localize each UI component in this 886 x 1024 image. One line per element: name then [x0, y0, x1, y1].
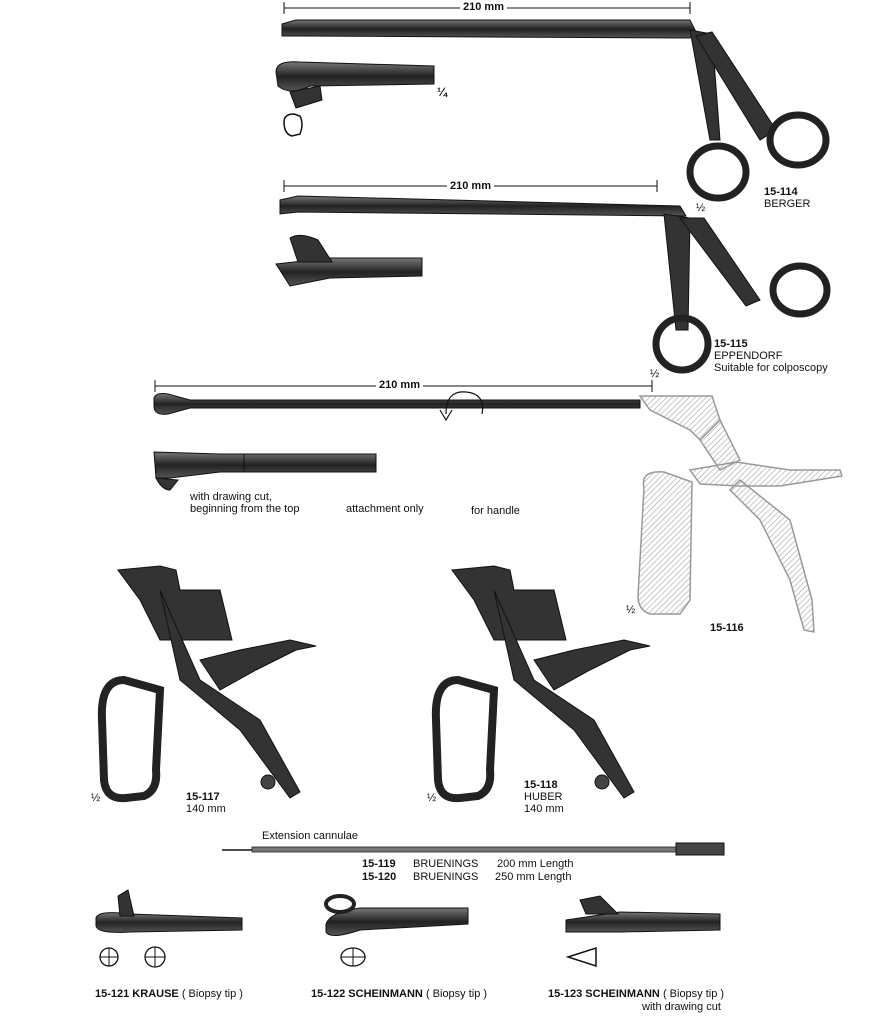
- product-type-15-123: ( Biopsy tip ): [662, 988, 725, 1000]
- product-name-15-114: BERGER: [764, 198, 811, 210]
- product-name-15-119: BRUENINGS: [413, 858, 479, 870]
- product-code-15-122: 15-122 SCHEINMANN: [311, 988, 423, 1000]
- caption-drawing-cut-1: with drawing cut,: [190, 491, 272, 503]
- product-code-15-121: 15-121 KRAUSE: [95, 988, 179, 1000]
- product-name-15-115: EPPENDORF: [714, 350, 783, 362]
- scale-label-15-118: ½: [427, 792, 437, 804]
- caption-15-123: [548, 988, 724, 1000]
- caption-15-122: [311, 988, 487, 1000]
- product-length-15-118: 140 mm: [524, 803, 564, 815]
- cross-section-icon-15-123: [566, 946, 600, 968]
- cannulae-title: Extension cannulae: [262, 830, 359, 842]
- caption-for-handle: for handle: [471, 505, 520, 517]
- product-code-15-115: 15-115: [714, 338, 748, 350]
- cross-section-icons-15-121: [98, 946, 178, 968]
- caption-attachment-only: attachment only: [346, 503, 424, 515]
- tip-15-123: [566, 896, 720, 932]
- instrument-15-114: [276, 2, 826, 198]
- product-length-15-120: 250 mm Length: [495, 871, 572, 883]
- dimension-label-15-116: 210 mm: [376, 379, 423, 391]
- cross-section-icon-15-122: [340, 946, 366, 968]
- tip-15-122: [326, 896, 468, 936]
- instrument-15-117: [102, 566, 316, 798]
- product-type-15-122: ( Biopsy tip ): [425, 988, 488, 1000]
- product-code-15-117: 15-117: [186, 791, 220, 803]
- instrument-15-118: [436, 566, 650, 798]
- product-code-15-118: 15-118: [524, 779, 558, 791]
- product-code-15-114: 15-114: [764, 186, 798, 198]
- product-length-15-119: 200 mm Length: [497, 858, 574, 870]
- dimension-label-15-115: 210 mm: [447, 180, 494, 192]
- product-code-15-116: 15-116: [710, 622, 744, 634]
- scale-label-15-115: ½: [650, 368, 660, 380]
- cannula-drawing: [222, 843, 724, 855]
- product-note-15-123: with drawing cut: [642, 1001, 721, 1013]
- caption-drawing-cut-2: beginning from the top: [190, 503, 300, 515]
- scale-label-15-116: ½: [626, 604, 636, 616]
- tip-15-121: [96, 890, 242, 932]
- dimension-label-15-114: 210 mm: [460, 1, 507, 13]
- product-length-15-117: 140 mm: [186, 803, 226, 815]
- product-code-15-119: 15-119: [362, 858, 396, 870]
- scale-label-15-114-detail: ¼: [437, 85, 448, 99]
- product-type-15-121: ( Biopsy tip ): [181, 988, 243, 1000]
- scale-label-15-117: ½: [91, 792, 101, 804]
- product-note-15-115: Suitable for colposcopy: [714, 362, 828, 374]
- product-code-15-123: 15-123 SCHEINMANN: [548, 988, 660, 1000]
- product-code-15-120: 15-120: [362, 871, 397, 883]
- product-name-15-118: HUBER: [524, 791, 563, 803]
- product-name-15-120: BRUENINGS: [413, 871, 479, 883]
- caption-15-121: [95, 988, 243, 1000]
- scale-label-15-114: ½: [696, 202, 706, 214]
